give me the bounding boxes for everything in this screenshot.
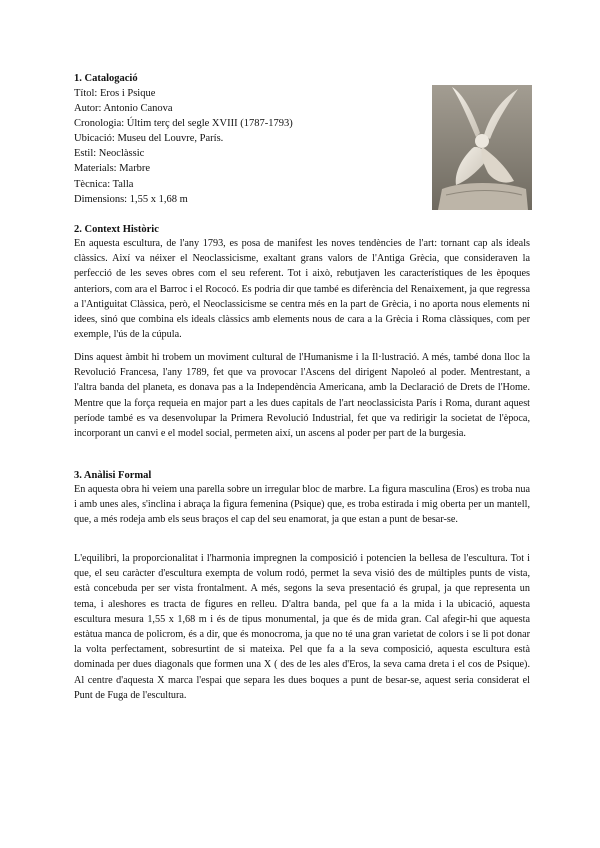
meta-author: Autor: Antonio Canova [74,103,173,115]
section-heading-catalogacio: 1. Catalogació [74,73,138,84]
context-paragraph-2: Dins aquest àmbit hi trobem un moviment cultural de l'Humanisme i la Il·lustració. A més, també dona lloc la Revolució Francesa, l'any 1789, fet que va provocar l'Ascens del dirigent Napoleó al poder. Mentrestant, a l'altra banda del planeta, es donava pas a la Independència Americana, amb la Declaració de Drets de l'Home. Mentre que la força requeia en major part a les dues capitals de l'art neoclassicista París i Roma, durant aquest període també es va desenvolupar la Primera Revolució Industrial, fet que va redirigir la societat de l'època, incorporant un canvi e el model social, permeten així, un ascens al poder per part de la burgesia. [74,352,530,440]
meta-technique: Tècnica: Talla [74,178,134,190]
sculpture-photo [432,85,532,210]
meta-materials: Materials: Marbre [74,163,151,175]
meta-style: Estil: Neoclàssic [74,148,145,160]
section-heading-analysis: 3. Anàlisi Formal [74,470,152,481]
meta-dimensions: Dimensions: 1,55 x 1,68 m [74,193,188,205]
catalog-metadata [74,86,404,207]
meta-chronology: Cronologia: Últim terç del segle XVIII (1787-1793) [74,118,293,130]
context-paragraph-1: En aquesta escultura, de l'any 1793, es posa de manifest les noves tendències de l'art: tornant cap als ideals clàssics. Així va néixer el Neoclassicisme, exaltant grans valors de l'Antiga Grècia, que consideraven la perfecció de les seves obres com el seu referent. Tot i això, rebutjaven les característiques de les èpoques anteriors, com ara el Barroc i el Rococó. Es podria dir que també es diferència del Renaixement, ja que regressa a l'Antiguitat Clàssica, però, el Neoclassicisme se centra més en la part de Grècia, i no aporta nous elements ni idees, sinó que combina els ideals clàssics amb elements nous de cara a la Grècia i Roma clàssiques, com per exemple, l'ús de la cúpula. [74,238,530,341]
section-heading-context: 2. Context Històric [74,224,159,235]
meta-title: Títol: Eros i Psique [74,88,156,99]
meta-location: Ubicació: Museu del Louvre, París. [74,133,224,145]
analysis-paragraph-1: En aquesta obra hi veiem una parella sobre un irregular bloc de marbre. La figura masculina (Eros) es troba nua i amb unes ales, s'inclina i abraça la figura femenina (Psique) que, es troba estirada i mig oberta per un mantell, que, a més rodeja amb els seus braços el cap del seu enamorat, ja que estan a punt de besar-se. [74,484,530,526]
analysis-paragraph-2: L'equilibri, la proporcionalitat i l'harmonia impregnen la composició i potencien la bellesa de l'escultura. Tot i que, el seu caràcter d'escultura exempta de volum rodó, permet la seva visió des de múltiples punts de vista, està concebuda per ser vista frontalment. A més, segons la seva presentació és grupal, ja que representa un tema, i aleshores es tracta de figures en relleu. D'altra banda, pel que fa a la mida i la ubicació, aquesta escultura mesura 1,55 x 1,68 m i és de tipus monumental, ja que és de mida gran. Cal afegir-hi que aquesta estàtua manca de policrom, és a dir, que és monocroma, ja que no té una gran varietat de colors i se li pot donar la volta perfectament, sobresurtint de si mateixa. Pel que fa a la seva composició, aquesta escultura està dominada per dues diagonals que formen una X ( des de les ales d'Eros, la seva cama dreta i el cos de Psique). Al centre d'aquesta X marca l'espai que separa les dues boques a punt de besar-se, aquest seria considerat el Punt de Fuga de l'escultura. [74,553,530,701]
